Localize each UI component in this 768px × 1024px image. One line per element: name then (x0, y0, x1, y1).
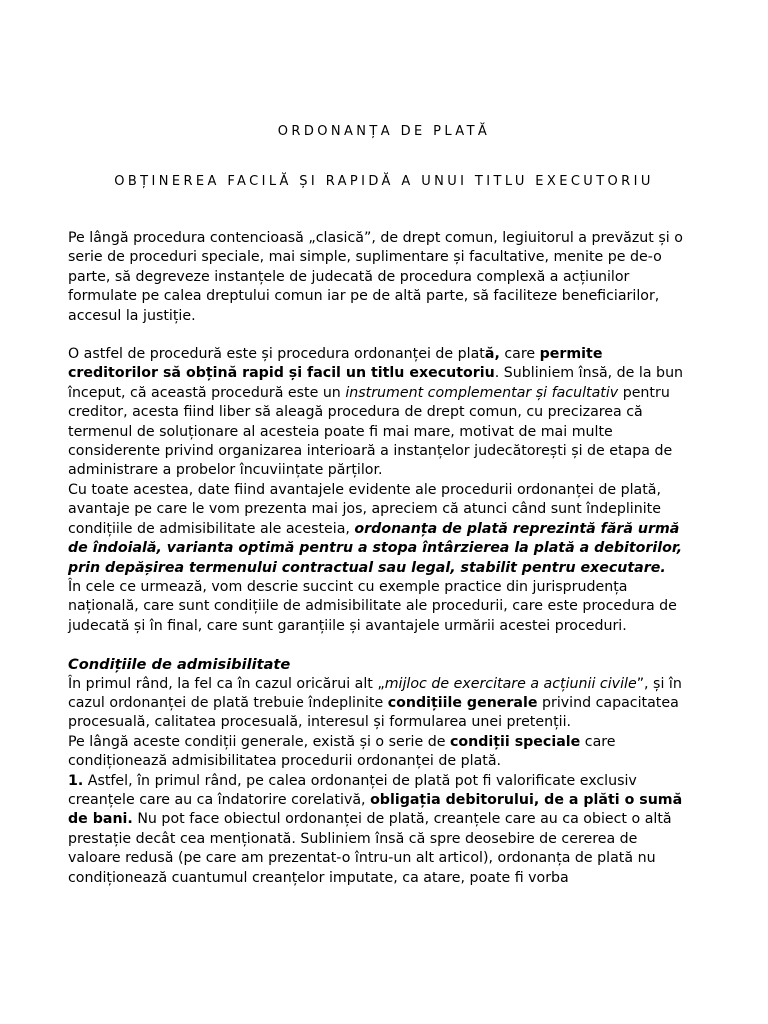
text-run: Nu pot face obiectul ordonanței de plată, creanțele care au ca obiect o altă prestație decât cea menționată. Subliniem însă că spre deosebire de cererea de valoare redusă (pe care am prezentat-o întru-un alt articol), ordonanța de plată nu condiționează cuantumul creanțelor imputate, ca atare, poate fi vorba (68, 811, 672, 886)
paragraph-procedure (68, 345, 692, 481)
text-run: care condiționează admisibilitatea procedurii ordonanței de plată. (68, 733, 616, 770)
text-run: Astfel, în primul rând, pe calea ordonanței de plată pot fi valorificate exclusiv creanțele care au ca îndatorire corelativă, (68, 772, 637, 808)
paragraph-advantages (68, 481, 692, 578)
bold-run: condiții speciale (449, 733, 581, 750)
paragraph-overview: În cele ce urmează, vom descrie succint cu exemple practice din jurisprudența națională, care sunt condițiile de admisibilitate ale procedurii, care este procedura de judecată și în final, care sunt garanțiile și avantajele urmării acestei proceduri. (68, 578, 677, 634)
italic-run: instrument complementar și facultativ (345, 384, 619, 401)
paragraph-general-conditions (68, 675, 692, 733)
text-run: pentru creditor, acesta fiind liber să aleagă procedura de drept comun, cu precizarea că termenul de soluționare al acesteia poate fi mai mare, motivat de mai multe considerente privind organizarea interioară a instanțelor judecătorești și de etapa de administrare a probelor încuviințate părților. (68, 384, 673, 479)
document-subtitle: OBȚINEREA FACILĂ ȘI RAPIDĂ A UNUI TITLU EXECUTORIU (114, 174, 654, 189)
text-run: Pe lângă aceste condiții generale, există și o serie de (68, 733, 450, 750)
bold-run: obligația debitorului, de a plăti o sumă de bani. (68, 791, 683, 828)
paragraph-special-conditions (68, 733, 692, 772)
document-title: ORDONANȚA DE PLATĂ (277, 124, 491, 139)
bold-italic-run: ordonanța de plată reprezintă fără urmă de îndoială, varianta optimă pentru a stopa întârzierea la plată a debitorilor, prin depășirea termenului contractual sau legal, stabilit pentru executare. (68, 520, 683, 576)
bold-run: ă, (484, 346, 500, 363)
paragraph-gap (68, 326, 692, 345)
bold-run: condițiile generale (387, 694, 538, 711)
text-run: ”, și în cazul ordonanței de plată trebuie îndeplinite (68, 675, 682, 711)
text-run: O astfel de procedură este și procedura ordonanței de plat (68, 346, 485, 363)
text-run: Cu toate acestea, date fiind avantajele evidente ale procedurii ordonanței de plată, avantaje pe care le vom prezenta mai jos, apreciem că atunci când sunt îndeplinite condițiile de admisibilitate ale acesteia, (68, 481, 661, 537)
text-run: privind capacitatea procesuală, calitatea procesuală, interesul și formularea unei pretenții. (68, 694, 679, 731)
document-body (68, 229, 692, 888)
paragraph-gap (68, 636, 692, 655)
italic-run: mijloc de exercitare a acțiunii civile (384, 675, 637, 692)
paragraph-condition-1 (68, 772, 692, 888)
paragraph-intro: Pe lângă procedura contencioasă „clasică”, de drept comun, legiuitorul a prevăzut și o serie de proceduri speciale, mai simple, suplimentare și facultative, menite pe de-o parte, să degreveze instanțele de judecată de procedura complexă a acțiunilor formulate pe calea dreptului comun iar pe de altă parte, să faciliteze beneficiarilor, accesul la justiție. (68, 230, 683, 324)
bold-run: permite creditorilor să obțină rapid și facil un titlu executoriu (68, 346, 603, 382)
text-run: În primul rând, la fel ca în cazul oricărui alt „ (68, 675, 385, 692)
text-run: care (499, 346, 540, 363)
text-run: . Subliniem însă, de la bun început, că această procedură este un (68, 365, 684, 401)
section-heading (68, 655, 692, 674)
list-number: 1. (68, 772, 84, 789)
section-heading-text: Condițiile de admisibilitate (68, 656, 291, 674)
